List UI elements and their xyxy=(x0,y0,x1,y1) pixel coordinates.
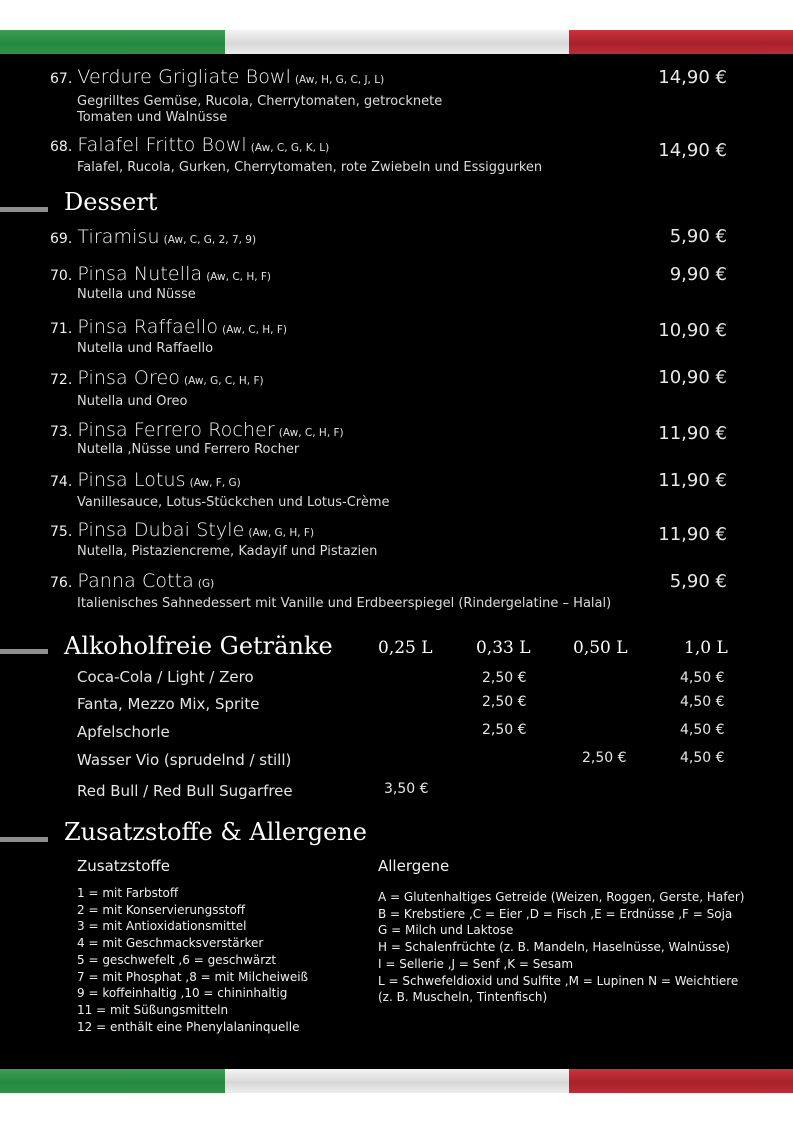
drink-price: 2,50 € xyxy=(482,670,527,686)
list-item: L = Schwefeldioxid und Sulfite ,M = Lupinen N = Weichtiere xyxy=(378,973,739,988)
list-item: 11 = mit Süßungsmitteln xyxy=(77,1002,229,1017)
drink-name: Fanta, Mezzo Mix, Sprite xyxy=(77,695,260,713)
list-item: 9 = koffeinhaltig ,10 = chininhaltig xyxy=(77,986,288,1001)
menu-item-description: Tomaten und Walnüsse xyxy=(77,110,228,125)
menu-item-title: 67. Verdure Grigliate Bowl (Aw, H, G, C, J, L) xyxy=(50,66,385,88)
section-title-dessert: Dessert xyxy=(64,188,158,216)
italian-flag-stripe-top xyxy=(0,30,793,54)
column-header-025: 0,25 L xyxy=(378,638,433,658)
section-title-drinks: Alkoholfreie Getränke xyxy=(64,632,333,660)
drink-price: 4,50 € xyxy=(680,670,725,686)
menu-item-price: 5,90 € xyxy=(669,226,727,247)
menu-item-description: Vanillesauce, Lotus-Stückchen und Lotus-Crème xyxy=(77,495,390,510)
additives-title: Zusatzstoffe xyxy=(77,857,170,875)
drink-price: 2,50 € xyxy=(482,694,527,710)
menu-item-description: Nutella und Raffaello xyxy=(77,341,214,356)
section-marker xyxy=(0,837,48,842)
menu-item-price: 10,90 € xyxy=(658,320,727,341)
drink-name: Apfelschorle xyxy=(77,723,170,741)
drink-name: Red Bull / Red Bull Sugarfree xyxy=(77,782,293,800)
list-item: 5 = geschwefelt ,6 = geschwärzt xyxy=(77,952,277,967)
section-title-additives: Zusatzstoffe & Allergene xyxy=(64,818,367,846)
list-item: (z. B. Muscheln, Tintenfisch) xyxy=(378,990,548,1005)
menu-item-price: 14,90 € xyxy=(658,140,727,161)
menu-item-title: 76. Panna Cotta (G) xyxy=(50,570,215,592)
menu-item-title: 75. Pinsa Dubai Style (Aw, G, H, F) xyxy=(50,519,315,541)
list-item: G = Milch und Laktose xyxy=(378,923,514,938)
menu-item-description: Italienisches Sahnedessert mit Vanille und Erdbeerspiegel (Rindergelatine – Halal) xyxy=(77,596,612,611)
menu-item-description: Gegrilltes Gemüse, Rucola, Cherrytomaten, getrocknete xyxy=(77,94,443,109)
list-item: B = Krebstiere ,C = Eier ,D = Fisch ,E = Erdnüsse ,F = Soja xyxy=(378,906,733,921)
menu-item-price: 11,90 € xyxy=(658,524,727,545)
list-item: 3 = mit Antioxidationsmittel xyxy=(77,919,247,934)
drink-price: 4,50 € xyxy=(680,694,725,710)
allergens-list xyxy=(378,889,744,1006)
column-header-050: 0,50 L xyxy=(573,638,628,658)
drink-price: 4,50 € xyxy=(680,722,725,738)
menu-item-title: 72. Pinsa Oreo (Aw, G, C, H, F) xyxy=(50,367,264,389)
drink-price: 2,50 € xyxy=(582,750,627,766)
menu-item-description: Nutella und Nüsse xyxy=(77,287,196,302)
list-item: A = Glutenhaltiges Getreide (Weizen, Roggen, Gerste, Hafer) xyxy=(378,890,745,904)
allergens-title: Allergene xyxy=(378,857,450,875)
menu-item-description: Nutella und Oreo xyxy=(77,394,188,409)
menu-item-price: 10,90 € xyxy=(658,367,727,388)
menu-item-title: 73. Pinsa Ferrero Rocher (Aw, C, H, F) xyxy=(50,419,344,441)
list-item: 2 = mit Konservierungsstoff xyxy=(77,902,246,917)
list-item: 7 = mit Phosphat ,8 = mit Milcheiweiß xyxy=(77,969,309,984)
italian-flag-stripe-bottom xyxy=(0,1069,793,1093)
menu-item-price: 11,90 € xyxy=(658,470,727,491)
menu-item-description: Falafel, Rucola, Gurken, Cherrytomaten, rote Zwiebeln und Essiggurken xyxy=(77,160,543,175)
drink-name: Coca-Cola / Light / Zero xyxy=(77,668,254,686)
menu-item-price: 11,90 € xyxy=(658,423,727,444)
menu-item-title: 68. Falafel Fritto Bowl (Aw, C, G, K, L) xyxy=(50,134,330,156)
menu-item-description: Nutella, Pistaziencreme, Kadayif und Pistazien xyxy=(77,544,378,559)
drink-price: 4,50 € xyxy=(680,750,725,766)
menu-item-description: Nutella ,Nüsse und Ferrero Rocher xyxy=(77,442,300,457)
drink-name: Wasser Vio (sprudelnd / still) xyxy=(77,751,292,769)
list-item: H = Schalenfrüchte (z. B. Mandeln, Haselnüsse, Walnüsse) xyxy=(378,940,731,955)
column-header-033: 0,33 L xyxy=(476,638,531,658)
menu-panel xyxy=(0,54,793,1069)
menu-item-price: 14,90 € xyxy=(658,67,727,88)
menu-item-price: 9,90 € xyxy=(669,264,727,285)
menu-item-title: 70. Pinsa Nutella (Aw, C, H, F) xyxy=(50,263,272,285)
menu-item-price: 5,90 € xyxy=(669,571,727,592)
drink-price: 3,50 € xyxy=(384,781,429,797)
list-item: 4 = mit Geschmacksverstärker xyxy=(77,936,264,951)
list-item: 12 = enthält eine Phenylalaninquelle xyxy=(77,1019,300,1034)
menu-item-title: 71. Pinsa Raffaello (Aw, C, H, F) xyxy=(50,316,287,338)
menu-item-title: 69. Tiramisu (Aw, C, G, 2, 7, 9) xyxy=(50,226,257,248)
column-header-10: 1,0 L xyxy=(684,638,728,658)
menu-item-title: 74. Pinsa Lotus (Aw, F, G) xyxy=(50,469,241,491)
section-marker xyxy=(0,649,48,654)
additives-list xyxy=(77,885,308,1035)
section-marker xyxy=(0,207,48,212)
drink-price: 2,50 € xyxy=(482,722,527,738)
list-item: 1 = mit Farbstoff xyxy=(77,886,179,900)
list-item: I = Sellerie ,J = Senf ,K = Sesam xyxy=(378,956,574,971)
